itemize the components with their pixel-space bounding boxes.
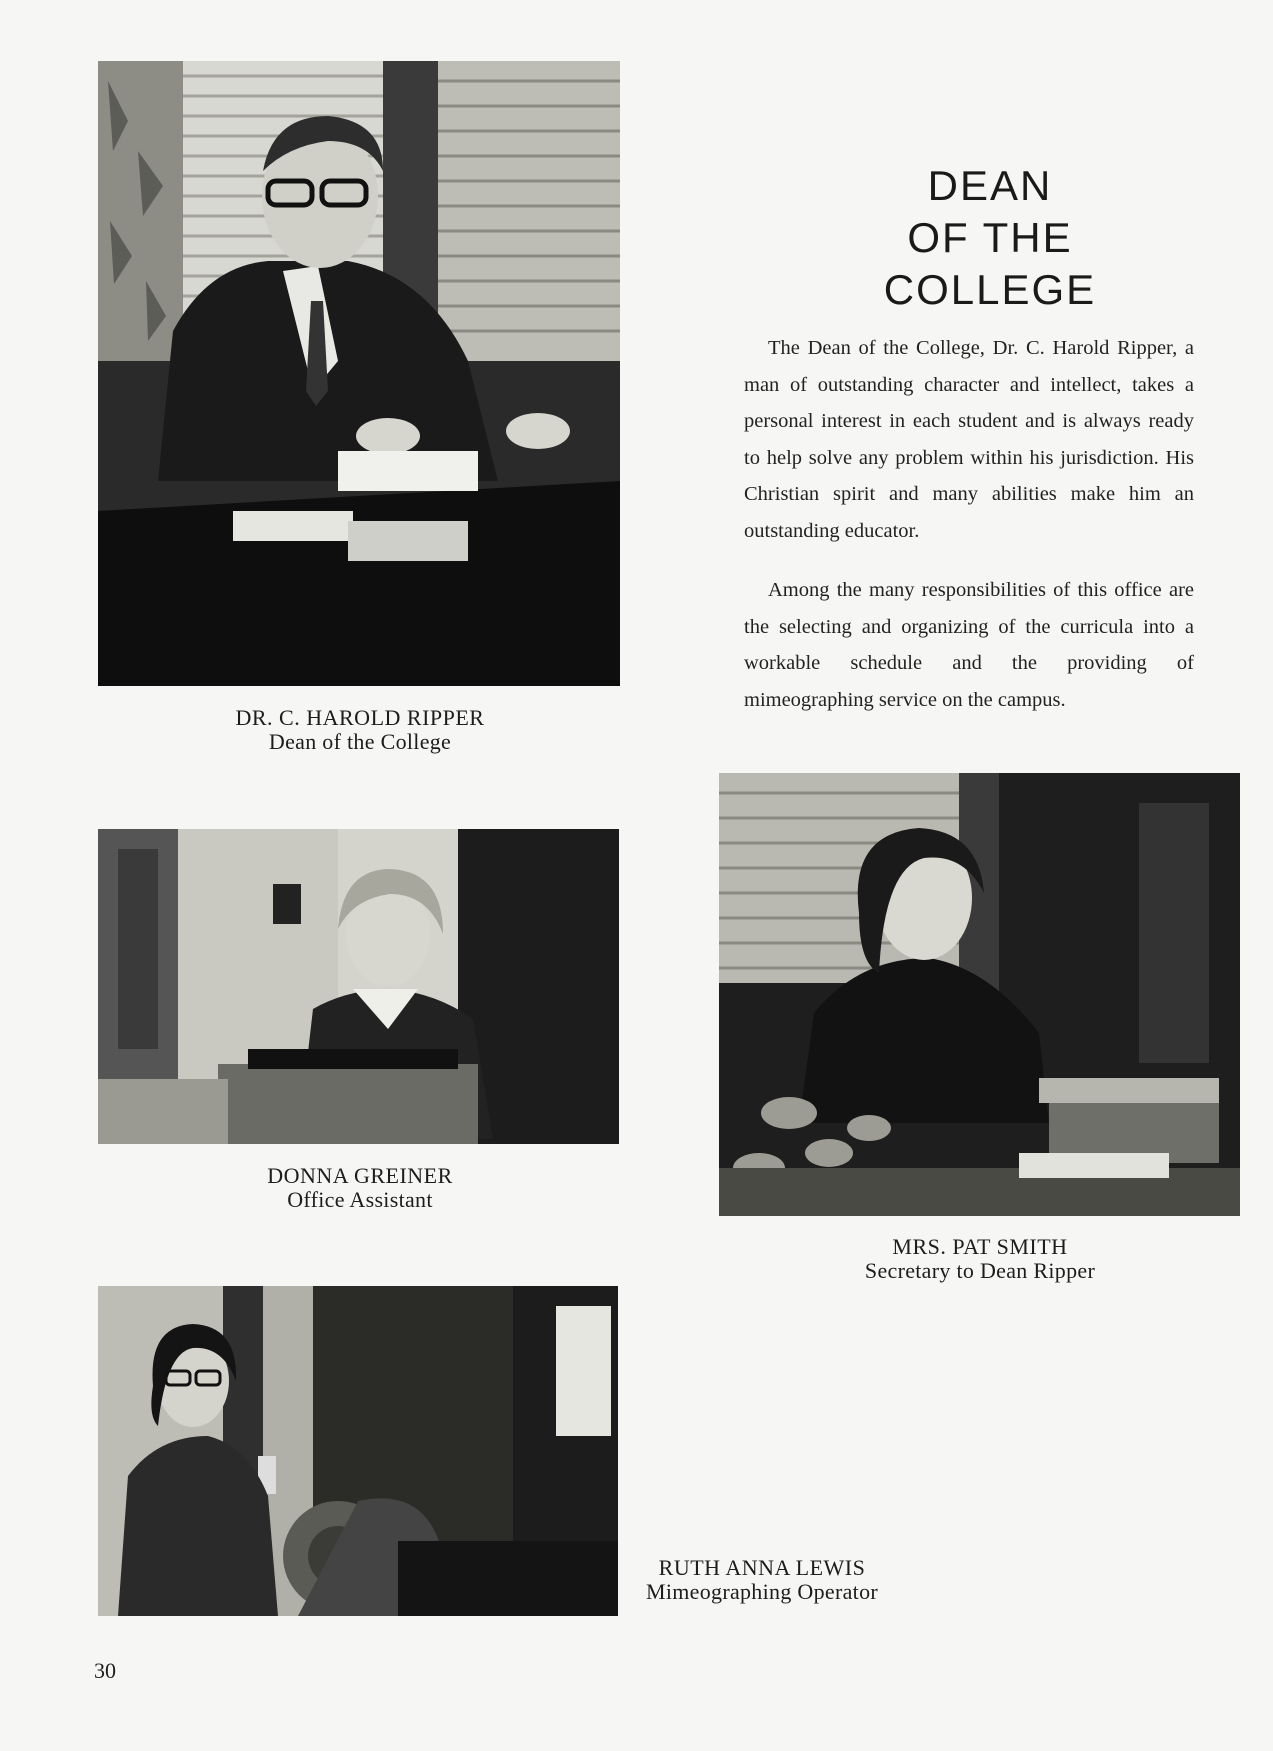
page-number: 30 <box>94 1658 116 1683</box>
person-name: MRS. PAT SMITH <box>892 1234 1068 1259</box>
photo-ruth-anna-lewis <box>98 1286 618 1616</box>
photo-pat-smith-image <box>719 773 1240 1216</box>
caption-donna-greiner <box>180 1164 540 1212</box>
photo-ruth-anna-lewis-image <box>98 1286 618 1616</box>
person-role: Secretary to Dean Ripper <box>864 1258 1096 1283</box>
photo-donna-greiner-image <box>98 829 619 1144</box>
caption-ruth-anna-lewis <box>632 1556 892 1604</box>
heading-line: DEAN <box>927 162 1053 209</box>
photo-dean-ripper-image <box>98 61 620 686</box>
photo-donna-greiner <box>98 829 619 1144</box>
body-paragraph-2: Among the many responsibilities of this office are the selecting and organizing of the curricula into a workable schedule and the providing of mimeographing service on the campus. <box>744 579 1194 711</box>
photo-dean-ripper <box>98 61 620 686</box>
photo-pat-smith <box>719 773 1240 1216</box>
person-name: DONNA GREINER <box>267 1163 453 1188</box>
caption-dean-ripper <box>180 706 540 754</box>
person-role: Dean of the College <box>268 729 452 754</box>
person-role: Mimeographing Operator <box>645 1579 879 1604</box>
caption-pat-smith <box>800 1235 1160 1283</box>
person-name: DR. C. HAROLD RIPPER <box>235 705 485 730</box>
section-heading <box>790 160 1190 316</box>
person-name: RUTH ANNA LEWIS <box>658 1555 866 1580</box>
body-paragraph-1: The Dean of the College, Dr. C. Harold Ripper, a man of outstanding character and intellect, takes a personal interest in each student and is always ready to help solve any problem within his jurisdiction. His Christian spirit and many abilities make him an outstanding educator. <box>744 337 1194 542</box>
heading-line: COLLEGE <box>883 266 1097 313</box>
heading-line: OF THE <box>907 214 1073 261</box>
person-role: Office Assistant <box>287 1187 433 1212</box>
